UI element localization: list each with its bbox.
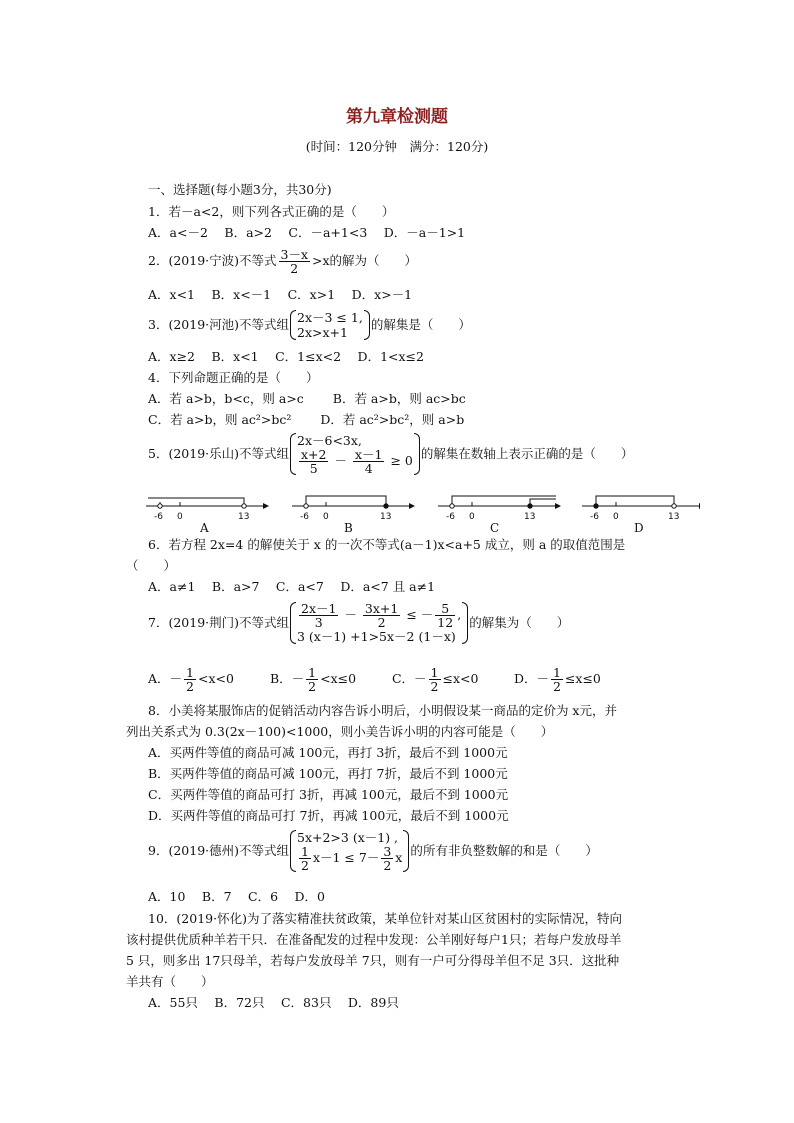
question-6-options: A．a≠1 B．a>7 C．a<7 D．a<7 且 a≠1 xyxy=(148,579,436,594)
question-2: 2．(2019·宁波)不等式 $\frac{3-x}{2}$ >x的解为（ ） xyxy=(148,247,418,277)
question-2-options: A．x<1 B．x<－1 C．x>1 D．x>－1 xyxy=(148,287,413,302)
question-6-cont: （ ） xyxy=(126,558,177,573)
question-9: 9．(2019·德州)不等式组 5x+2>3 (x－1) , $\frac{1}{2}$ x－1 ≤ 7－ $\frac{3}{2}$ x 的所有非负整数解的和是（ ） xyxy=(148,830,598,874)
question-8: 8．小美将某服饰店的促销活动内容告诉小明后，小明假设某一商品的定价为 x元，并 xyxy=(148,703,617,718)
exam-info: (时间：120分钟 满分：120分) xyxy=(305,139,489,154)
fraction: $\frac{3-x}{2}$ xyxy=(280,247,309,277)
question-1: 1．若－a<2，则下列各式正确的是（ ） xyxy=(148,204,395,219)
question-10-cont-1: 该村提供优质种羊若干只．在准备配发的过程中发现：公羊刚好每户1只；若每户发放母羊 xyxy=(126,932,622,947)
svg-text:0: 0 xyxy=(323,512,329,522)
inequality-system: 2x－6<3x, $\frac{x+2}{5}$ － $\frac{x-1}{4}$ ≥ 0 xyxy=(289,433,421,475)
svg-text:13: 13 xyxy=(668,512,680,522)
inequality-system: 5x+2>3 (x－1) , $\frac{1}{2}$ x－1 ≤ 7－ $\frac{3}{2}$ x xyxy=(289,830,410,872)
question-4-options-cd: C．若 a>b，则 ac²>bc² D．若 ac²>bc²，则 a>b xyxy=(148,412,465,427)
svg-text:B: B xyxy=(344,521,353,535)
question-10-options: A．55只 B．72只 C．83只 D．89只 xyxy=(148,995,399,1010)
svg-text:13: 13 xyxy=(524,512,536,522)
number-line-options xyxy=(140,488,700,536)
svg-text:0: 0 xyxy=(613,512,619,522)
svg-text:C: C xyxy=(490,521,500,535)
question-6: 6．若方程 2x=4 的解使关于 x 的一次不等式(a－1)x<a+5 成立，则 a 的取值范围是 xyxy=(148,537,626,552)
svg-text:-6: -6 xyxy=(154,512,163,522)
question-5: 5．(2019·乐山)不等式组 2x－6<3x, $\frac{x+2}{5}$ － $\frac{x-1}{4}$ ≥ 0 的解集在数轴上表示正确的是（ ） xyxy=(148,433,634,477)
question-10-cont-3: 羊共有（ ） xyxy=(126,974,214,989)
svg-text:-6: -6 xyxy=(300,512,309,522)
question-8-option-c: C．买两件等值的商品可打 3折，再减 100元，最后不到 1000元 xyxy=(148,787,509,802)
svg-text:A: A xyxy=(200,521,209,535)
question-10: 10．(2019·怀化)为了落实精准扶贫政策，某单位针对某山区贫困村的实际情况，特向 xyxy=(148,911,622,926)
question-7-options: A．－ $\frac{1}{2}$ <x<0 B．－ $\frac{1}{2}$ <x≤0 C．－ $\frac{1}{2}$ ≤x<0 D．－ $\frac{1}{2}$ ≤x≤0 xyxy=(148,665,601,695)
question-8-option-a: A．买两件等值的商品可减 100元，再打 3折，最后不到 1000元 xyxy=(148,745,508,760)
question-8-option-b: B．买两件等值的商品可减 100元，再打 7折，最后不到 1000元 xyxy=(148,766,508,781)
page-title: 第九章检测题 xyxy=(346,107,448,127)
svg-text:13: 13 xyxy=(380,512,392,522)
question-10-cont-2: 5 只，则多出 17只母羊，若每户发放母羊 7只，则有一户可分得母羊但不足 3只．这批种 xyxy=(126,953,620,968)
question-3: 3．(2019·河池)不等式组 2x－3 ≤ 1, 2x>x+1 的解集是（ ） xyxy=(148,310,471,340)
question-4: 4．下列命题正确的是（ ） xyxy=(148,370,319,385)
number-line-c xyxy=(438,496,560,535)
inequality-system: 2x－3 ≤ 1, 2x>x+1 xyxy=(289,310,371,340)
svg-text:0: 0 xyxy=(177,512,183,522)
question-9-options: A．10 B．7 C．6 D．0 xyxy=(148,889,325,904)
question-8-cont: 列出关系式为 0.3(2x－100)<1000，则小美告诉小明的内容可能是（ ） xyxy=(126,724,554,739)
number-line-b xyxy=(292,496,414,535)
question-8-option-d: D．买两件等值的商品可打 7折，再减 100元，最后不到 1000元 xyxy=(148,808,509,823)
question-7: 7．(2019·荆门)不等式组 $\frac{2x-1}{3}$ － $\frac{3x+1}{2}$ ≤ － $\frac{5}{12}$ , 3 (x－1) +1>5x－2 (1－x) 的解集为（ ） xyxy=(148,601,570,645)
question-4-options-ab: A．若 a>b，b<c，则 a>c B．若 a>b，则 ac>bc xyxy=(148,391,466,406)
svg-text:-6: -6 xyxy=(446,512,455,522)
question-3-options: A．x≥2 B．x<1 C．1≤x<2 D．1<x≤2 xyxy=(148,349,424,364)
number-line-d xyxy=(582,496,700,535)
svg-text:-6: -6 xyxy=(590,512,599,522)
section-heading: 一、选择题(每小题3分，共30分) xyxy=(148,182,332,197)
svg-text:D: D xyxy=(634,521,644,535)
number-line-a xyxy=(146,494,268,535)
question-1-options: A．a<－2 B．a>2 C．－a+1<3 D．－a－1>1 xyxy=(148,225,466,240)
svg-text:0: 0 xyxy=(469,512,475,522)
inequality-system: $\frac{2x-1}{3}$ － $\frac{3x+1}{2}$ ≤ － $\frac{5}{12}$ , 3 (x－1) +1>5x－2 (1－x) xyxy=(289,602,469,644)
svg-text:13: 13 xyxy=(238,512,250,522)
